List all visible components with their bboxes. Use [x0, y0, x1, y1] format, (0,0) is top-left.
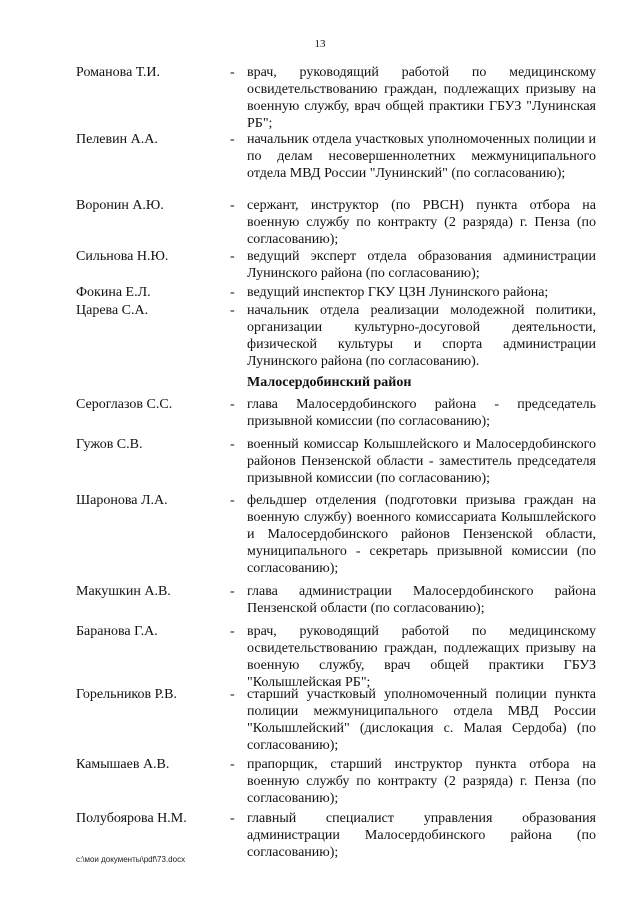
entry-dash: -: [230, 65, 235, 80]
member-name: Романова Т.И.: [76, 65, 161, 80]
member-name: Полубоярова Н.М.: [76, 811, 187, 826]
member-entry: [0, 686, 640, 756]
entry-dash: -: [230, 811, 235, 826]
member-entry: [0, 396, 640, 436]
member-entry: [0, 756, 640, 810]
member-name: Гужов С.В.: [76, 437, 143, 452]
entry-dash: -: [230, 757, 235, 772]
member-name: Воронин А.Ю.: [76, 198, 164, 213]
member-entry: [0, 284, 640, 302]
malaya-serdoba-district-members: [0, 396, 640, 864]
member-entry: [0, 436, 640, 492]
member-name: Макушкин А.В.: [76, 584, 171, 599]
member-entry: [0, 197, 640, 248]
member-role: старший участковый уполномоченный полиции пункта полиции межмуниципального отдела МВД России "Колышлейский" (дислокация с. Малая Сердоба) (по согласованию);: [247, 687, 596, 753]
member-entry: [0, 131, 640, 197]
member-role: ведущий инспектор ГКУ ЦЗН Лунинского района;: [247, 285, 549, 300]
member-role: фельдшер отделения (подготовки призыва граждан на военную службу) военного комиссариата Колышлейского и Малосердобинского районов Пензенской области, муниципального - секретарь призывной комиссии (по согласованию);: [247, 493, 596, 576]
lunino-district-members: [0, 64, 640, 374]
member-role: ведущий эксперт отдела образования администрации Лунинского района (по согласованию);: [247, 249, 596, 281]
member-name: Сильнова Н.Ю.: [76, 249, 169, 264]
entry-dash: -: [230, 493, 235, 508]
member-role: врач, руководящий работой по медицинскому освидетельствованию граждан, подлежащих призыву на военную службу, врач общей практики ГБУЗ "Лунинская РБ";: [247, 65, 596, 131]
member-role: врач, руководящий работой по медицинскому освидетельствованию граждан, подлежащих призыву на военную службу, врач общей практики ГБУЗ "Колышлейская РБ";: [247, 624, 596, 690]
member-entry: [0, 64, 640, 131]
member-entry: [0, 492, 640, 583]
member-entry: [0, 302, 640, 374]
entry-dash: -: [230, 584, 235, 599]
section-heading: Малосердобинский район: [247, 375, 412, 390]
member-role: начальник отдела участковых уполномоченных полиции и по делам несовершеннолетних межмуниципального отдела МВД России "Лунинский" (по согласованию);: [247, 132, 596, 181]
commission-members-list: [0, 64, 640, 864]
file-path-footer: c:\мои документы\pdf\73.docx: [76, 855, 186, 864]
entry-dash: -: [230, 687, 235, 702]
entry-dash: -: [230, 198, 235, 213]
member-name: Шаронова Л.А.: [76, 493, 168, 508]
member-name: Фокина Е.Л.: [76, 285, 151, 300]
member-name: Горельников Р.В.: [76, 687, 178, 702]
member-role: начальник отдела реализации молодежной политики, организации культурно-досуговой деятельности, физической культуры и спорта администрации Лунинского района (по согласованию).: [247, 303, 596, 369]
member-name: Сероглазов С.С.: [76, 397, 173, 412]
entry-dash: -: [230, 437, 235, 452]
entry-dash: -: [230, 132, 235, 147]
member-name: Царева С.А.: [76, 303, 149, 318]
member-entry: [0, 623, 640, 690]
member-role: главный специалист управления образования администрации Малосердобинского района (по согласованию);: [247, 811, 596, 860]
member-role: военный комиссар Колышлейского и Малосердобинского районов Пензенской области - заместитель председателя призывной комиссии (по согласованию);: [247, 437, 596, 486]
entry-dash: -: [230, 303, 235, 318]
member-role: глава администрации Малосердобинского района Пензенской области (по согласованию);: [247, 584, 596, 616]
member-role: прапорщик, старший инструктор пункта отбора на военную службу по контракту (2 разряда) г. Пенза (по согласованию);: [247, 757, 596, 806]
member-role: сержант, инструктор (по РВСН) пункта отбора на военную службу по контракту (2 разряда) г. Пенза (по согласованию);: [247, 198, 596, 247]
entry-dash: -: [230, 624, 235, 639]
member-entry: [0, 248, 640, 284]
member-name: Камышаев А.В.: [76, 757, 170, 772]
member-entry: [0, 583, 640, 623]
page-number: 13: [314, 38, 326, 50]
entry-dash: -: [230, 249, 235, 264]
member-role: глава Малосердобинского района - председатель призывной комиссии (по согласованию);: [247, 397, 596, 429]
entry-dash: -: [230, 397, 235, 412]
entry-dash: -: [230, 285, 235, 300]
member-name: Пелевин А.А.: [76, 132, 158, 147]
member-name: Баранова Г.А.: [76, 624, 158, 639]
